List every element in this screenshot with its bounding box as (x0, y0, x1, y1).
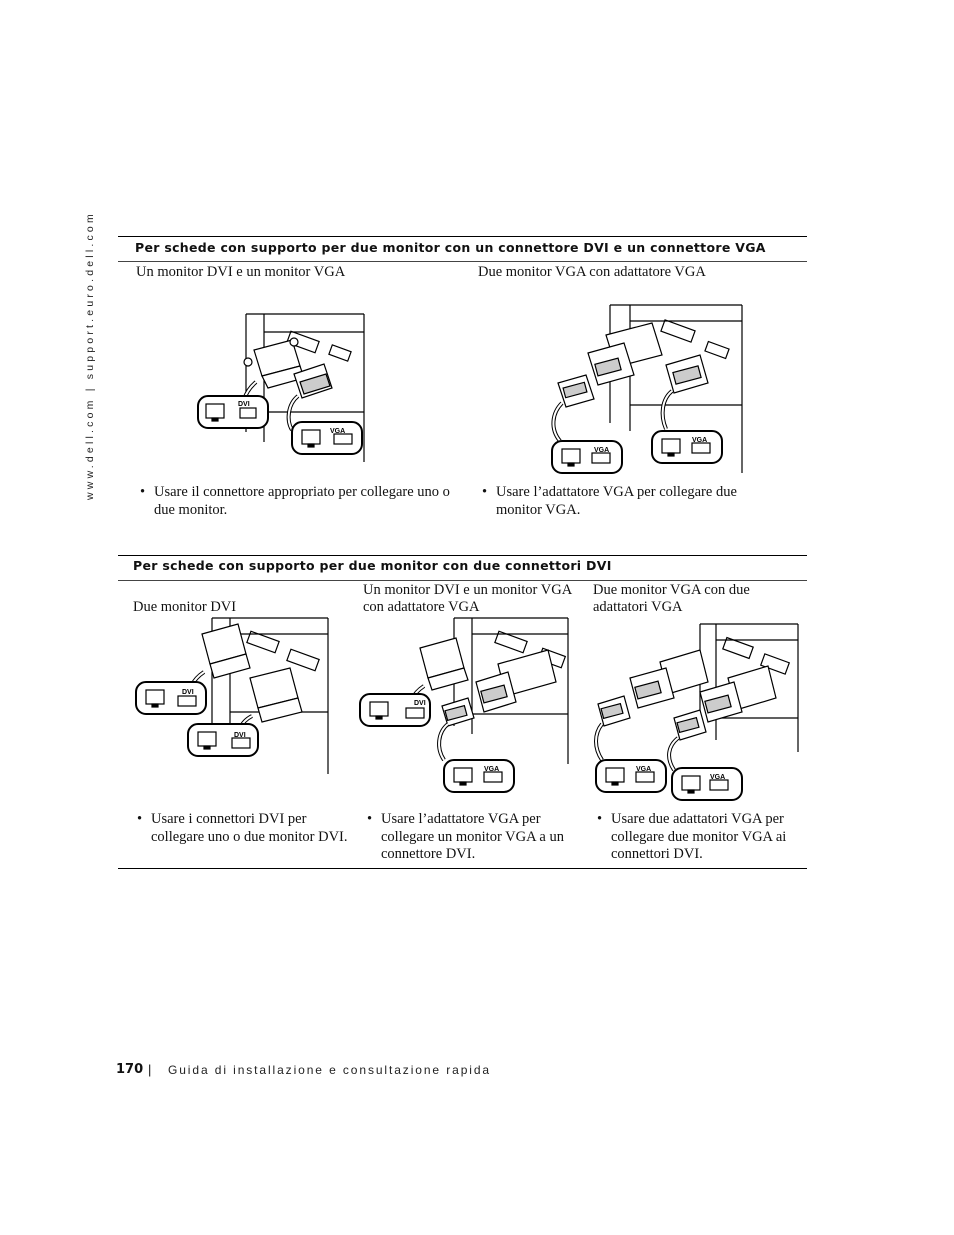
section1-top-rule (118, 236, 807, 237)
section2-col3-bullet-text: Usare due adattatori VGA per collegare due monitor VGA ai connettori DVI. (611, 811, 787, 862)
section1-right-bullet (482, 484, 752, 519)
section2-col1-bullet-text: Usare i connettori DVI per collegare uno o due monitor DVI. (151, 811, 348, 845)
figure-two-vga-adapter (546, 303, 751, 478)
section2-bottom-rule (118, 868, 807, 869)
bullet-dot: • (140, 484, 146, 500)
bullet-dot: • (137, 811, 143, 827)
figure-two-vga-two-adapters (590, 622, 802, 802)
fig4-dvi-label: DVI (414, 700, 426, 707)
section1-left-bullet-text: Usare il connettore appropriato per collegare uno o due monitor. (154, 484, 450, 518)
figure-dvi-vga-adapter (358, 614, 572, 799)
sidebar-url (80, 211, 102, 510)
section1-title-rule (118, 261, 807, 262)
footer-separator: | (148, 1062, 152, 1077)
section2-col1-bullet (137, 811, 357, 846)
bullet-dot: • (482, 484, 488, 500)
fig2-vga-label-a: VGA (594, 447, 610, 454)
section1-right-bullet-text: Usare l’adattatore VGA per collegare due monitor VGA. (496, 484, 737, 518)
section2-col2-bullet (367, 811, 582, 864)
section2-col2-heading: Un monitor DVI e un monitor VGA con adattatore VGA (363, 582, 572, 615)
sidebar-url-text: www.dell.com | support.euro.dell.com (84, 211, 96, 500)
section2-col1-heading: Due monitor DVI (133, 599, 237, 615)
fig1-dvi-label: DVI (238, 401, 250, 408)
section1-title: Per schede con supporto per due monitor con un connettore DVI e un connettore VGA (135, 240, 766, 255)
section2-title: Per schede con supporto per due monitor con due connettori DVI (133, 558, 612, 573)
section1-left-bullet (140, 484, 460, 519)
fig2-vga-label-b: VGA (692, 437, 708, 444)
section2-title-rule (118, 580, 807, 581)
fig4-vga-label: VGA (484, 766, 500, 773)
section2-col3-heading: Due monitor VGA con due adattatori VGA (593, 582, 750, 615)
section2-top-rule (118, 555, 807, 556)
section2-col2-bullet-text: Usare l’adattatore VGA per collegare un monitor VGA a un connettore DVI. (381, 811, 564, 862)
footer-title: Guida di installazione e consultazione rapida (168, 1063, 491, 1077)
section1-left-heading: Un monitor DVI e un monitor VGA (136, 264, 346, 280)
section1-right-heading: Due monitor VGA con adattatore VGA (478, 264, 706, 280)
page-number: 170 (116, 1062, 144, 1077)
section2-col3-bullet (597, 811, 802, 864)
fig3-dvi-label-a: DVI (182, 689, 194, 696)
fig5-vga-label-a: VGA (636, 766, 652, 773)
fig1-vga-label: VGA (330, 428, 346, 435)
fig5-vga-label-b: VGA (710, 774, 726, 781)
bullet-dot: • (367, 811, 373, 827)
fig3-dvi-label-b: DVI (234, 732, 246, 739)
figure-two-dvi (134, 614, 334, 779)
figure-dvi-vga-connection (196, 312, 371, 472)
bullet-dot: • (597, 811, 603, 827)
